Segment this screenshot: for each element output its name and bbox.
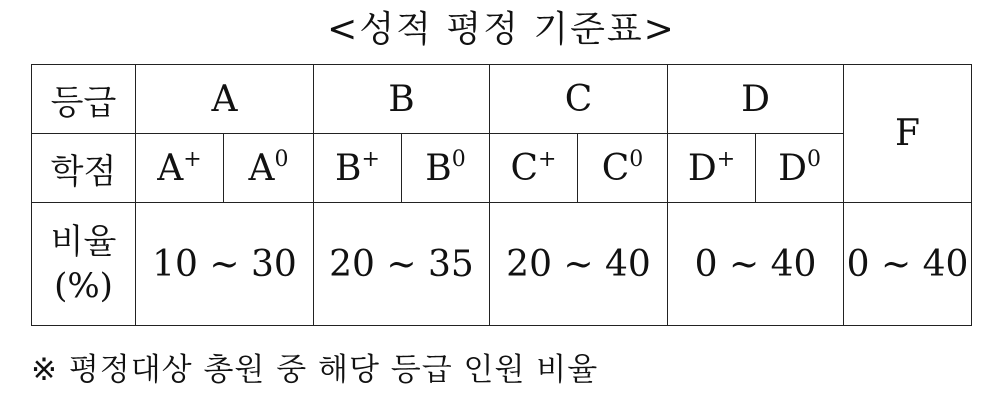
credit-header: 학점 <box>32 134 136 203</box>
credit-cell-a-zero: $A^0$ <box>224 134 314 203</box>
grade-cell-a: A <box>136 65 314 134</box>
footnote: ※ 평정대상 총원 중 해당 등급 인원 비율 <box>31 352 599 388</box>
rate-cell-c: 20 ~ 40 <box>490 203 668 326</box>
credit-row <box>32 134 972 203</box>
credit-cell-c-zero: $C^0$ <box>578 134 668 203</box>
rate-cell-d: 0 ~ 40 <box>668 203 844 326</box>
credit-cell-a-plus: A+ <box>136 134 224 203</box>
grade-row <box>32 65 972 134</box>
page-title: <성적 평정 기준표> <box>327 9 676 50</box>
credit-cell-d-zero: $D^0$ <box>756 134 844 203</box>
rate-cell-a: 10 ~ 30 <box>136 203 314 326</box>
credit-cell-b-zero: $B^0$ <box>402 134 490 203</box>
rate-cell-f: 0 ~ 40 <box>844 203 972 326</box>
credit-cell-b-plus: B+ <box>314 134 402 203</box>
credit-cell-d-plus: D+ <box>668 134 756 203</box>
grade-cell-b: B <box>314 65 490 134</box>
rate-header <box>32 203 136 326</box>
credit-cell-c-plus: C+ <box>490 134 578 203</box>
grade-cell-d: D <box>668 65 844 134</box>
grading-standard-table <box>31 64 972 326</box>
rate-row <box>32 203 972 326</box>
grade-header: 등급 <box>32 65 136 134</box>
rate-header-label: 비율 <box>50 222 117 262</box>
grade-cell-c: C <box>490 65 668 134</box>
grade-cell-f: F <box>844 65 972 203</box>
rate-header-unit: (%) <box>54 266 113 306</box>
rate-cell-b: 20 ~ 35 <box>314 203 490 326</box>
